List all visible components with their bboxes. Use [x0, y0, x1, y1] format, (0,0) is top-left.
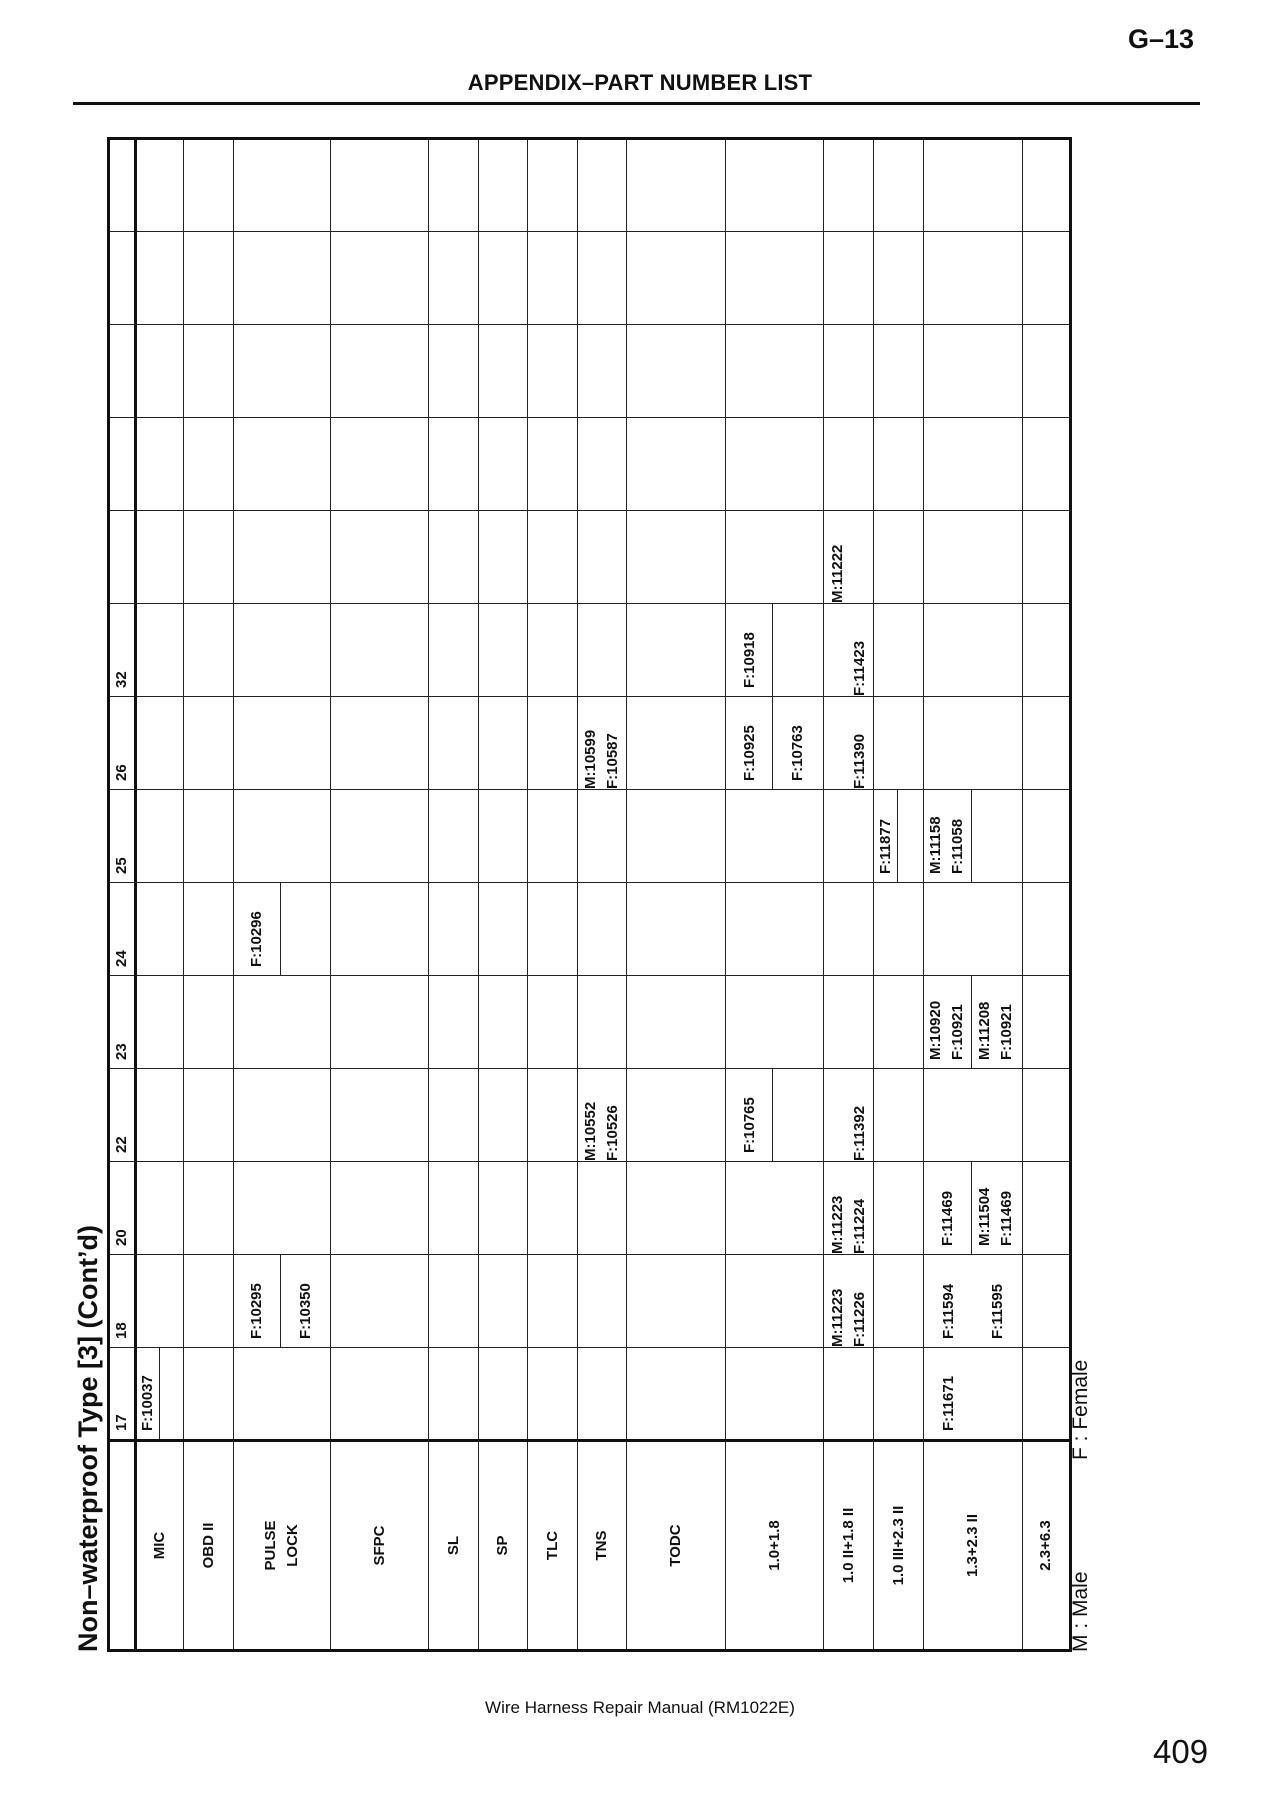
part-number: F:11671 [939, 1375, 957, 1431]
part-number: M:11208 [976, 1001, 994, 1060]
row-label: SP [478, 1441, 527, 1651]
table-cell [725, 604, 823, 697]
row-label-line: LOCK [284, 1524, 302, 1567]
corner-cell [109, 1441, 136, 1651]
legend-male: M : Male [1069, 1571, 1092, 1652]
table-cell [233, 883, 331, 976]
part-number: M:11158 [927, 816, 945, 874]
column-header [109, 511, 136, 604]
legend-female: F : Female [1069, 1359, 1092, 1460]
column-header: 18 [109, 1255, 136, 1348]
part-number-pair [924, 976, 972, 1068]
part-number: F:10350 [296, 1283, 314, 1339]
row-label: TLC [528, 1441, 577, 1651]
table-row [725, 139, 823, 1651]
row-label: 1.0 III+2.3 II [874, 1441, 923, 1651]
part-number: M:10920 [927, 1000, 945, 1060]
table-row [184, 139, 233, 1651]
column-header [109, 325, 136, 418]
part-number: M:10552 [582, 1101, 600, 1161]
row-label: OBD II [184, 1441, 233, 1651]
table-row [528, 139, 577, 1651]
part-number: F:10763 [789, 725, 807, 781]
table-row [429, 139, 478, 1651]
column-header: 23 [109, 976, 136, 1069]
table-cell [823, 1069, 873, 1162]
table-cell [923, 1162, 1022, 1255]
part-number: F:10037 [137, 1348, 160, 1439]
table-cell [874, 790, 923, 883]
part-number: M:11504 [976, 1187, 994, 1246]
row-label: TNS [577, 1441, 626, 1651]
table-row [823, 139, 873, 1651]
part-number: F:11594 [939, 1283, 957, 1339]
table-row [577, 139, 626, 1651]
table-cell [233, 1255, 331, 1348]
part-number-pair [972, 1162, 1021, 1254]
row-label [233, 1441, 331, 1651]
page-number: 409 [1153, 1733, 1209, 1770]
table-row [627, 139, 726, 1651]
table-cell [725, 1069, 823, 1162]
table-cell [823, 604, 873, 697]
row-label: 1.3+2.3 II [923, 1441, 1022, 1651]
part-number: F:10921 [949, 1004, 967, 1060]
table-title: Non–waterproof Type [3] (Cont’d) [73, 1225, 103, 1652]
part-number: F:11423 [850, 640, 868, 696]
row-label: MIC [135, 1441, 183, 1651]
table-cell [725, 697, 823, 790]
page-code: G–13 [1128, 24, 1195, 54]
table-cell [823, 1255, 873, 1348]
row-label: 1.0+1.8 [725, 1441, 823, 1651]
column-header: 20 [109, 1162, 136, 1255]
part-number: F:11392 [850, 1105, 868, 1161]
column-header: 22 [109, 1069, 136, 1162]
part-number: F:11224 [850, 1198, 868, 1254]
table-row [331, 139, 429, 1651]
table-cell [135, 1348, 183, 1441]
part-number: F:11469 [924, 1162, 972, 1254]
row-label-line: PULSE [262, 1520, 280, 1571]
row-label: TODC [627, 1441, 726, 1651]
column-header: 24 [109, 883, 136, 976]
part-number: F:11390 [850, 733, 868, 789]
part-number: F:11058 [949, 818, 967, 874]
table-cell [577, 1069, 626, 1162]
part-number: F:10765 [726, 1069, 773, 1161]
row-label: SFPC [331, 1441, 429, 1651]
column-header [109, 232, 136, 325]
part-number: M:11223 [828, 1288, 846, 1347]
part-number: F:10921 [998, 1004, 1016, 1060]
table-cell [823, 697, 873, 790]
part-number: F:11469 [998, 1190, 1016, 1246]
part-number: F:11226 [850, 1291, 868, 1347]
table-cell [577, 697, 626, 790]
table-row [135, 139, 183, 1651]
column-header [109, 418, 136, 511]
part-number: F:11595 [988, 1283, 1006, 1339]
table-row [478, 139, 527, 1651]
footer-manual-title: Wire Harness Repair Manual (RM1022E) [485, 1698, 795, 1717]
part-number: F:10295 [234, 1255, 281, 1347]
header-row [109, 139, 136, 1651]
table-row [1022, 139, 1070, 1651]
part-number: F:10296 [234, 883, 281, 975]
table-row [874, 139, 923, 1651]
column-header: 25 [109, 790, 136, 883]
part-number-pair [924, 790, 972, 882]
table-row [923, 139, 1022, 1651]
table-cell [823, 511, 873, 604]
part-number: F:10587 [603, 733, 621, 789]
table-cell [823, 1162, 873, 1255]
table-row [233, 139, 331, 1651]
rotated-table-section [70, 105, 1100, 1665]
table-cell [923, 1255, 1022, 1348]
part-number: M:11222 [828, 544, 846, 603]
table-cell [923, 790, 1022, 883]
part-number-table [107, 137, 1072, 1652]
page-header-title: APPENDIX–PART NUMBER LIST [467, 70, 813, 95]
table-cell [923, 976, 1022, 1069]
table-cell [923, 1348, 1022, 1441]
column-header: 32 [109, 604, 136, 697]
part-number: F:10925 [726, 697, 773, 789]
row-label: SL [429, 1441, 478, 1651]
part-number: F:11877 [874, 790, 898, 882]
part-number: F:10526 [603, 1105, 621, 1161]
part-number-pair [972, 976, 1021, 1068]
column-header: 26 [109, 697, 136, 790]
row-label: 1.0 II+1.8 II [823, 1441, 873, 1651]
part-number: F:10918 [726, 604, 773, 696]
column-header: 17 [109, 1348, 136, 1441]
row-label: 2.3+6.3 [1022, 1441, 1070, 1651]
part-number: M:11223 [828, 1195, 846, 1254]
part-number: M:10599 [582, 729, 600, 789]
column-header [109, 139, 136, 232]
